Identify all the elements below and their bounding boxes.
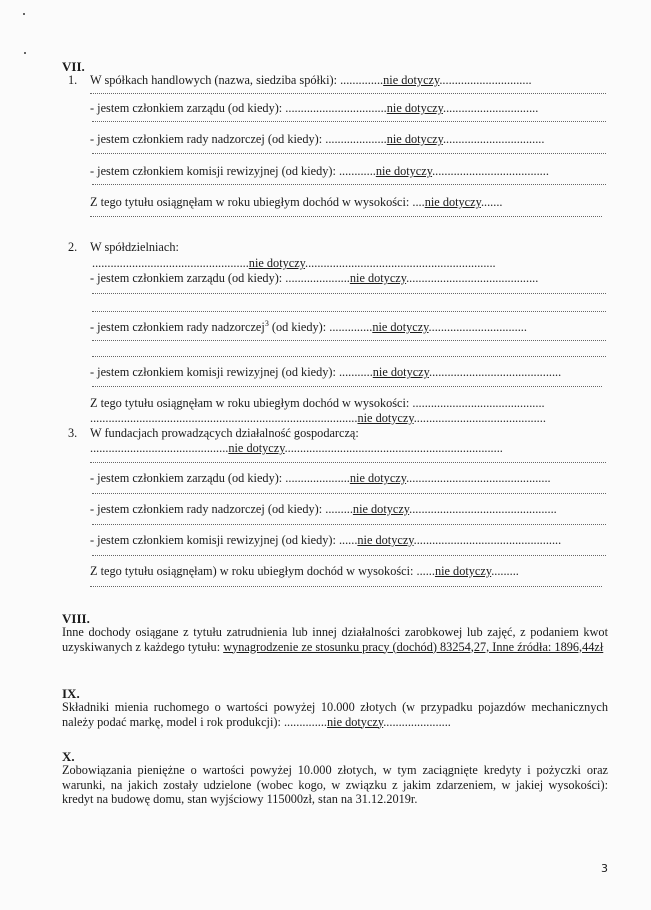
item-1-value[interactable]: nie dotyczy — [383, 73, 440, 87]
supervisory-label: - jestem członkiem rady nadzorczej — [90, 320, 265, 334]
supervisory-value[interactable]: nie dotyczy — [372, 320, 429, 334]
section-x-heading: X. — [62, 749, 75, 764]
income-trail: ......... — [491, 564, 519, 578]
section-ix-trail: ...................... — [383, 714, 451, 729]
item-2-lead: ................................................... — [92, 256, 249, 270]
scan-speck — [24, 52, 26, 54]
dotted-line — [92, 524, 606, 525]
section-ix-heading: IX. — [62, 686, 80, 701]
supervisory-label-cont: (od kiedy): .............. — [268, 320, 373, 334]
audit-trail: ................................................ — [413, 533, 562, 547]
page-number: 3 — [601, 862, 608, 875]
board-trail: ............................... — [443, 101, 539, 115]
board-value[interactable]: nie dotyczy — [349, 471, 407, 485]
section-vii-heading: VII. — [62, 59, 85, 74]
audit-label: - jestem członkiem komisji rewizyjnej (od kiedy): ...... — [90, 533, 358, 547]
dotted-line — [90, 216, 602, 217]
board-value[interactable]: nie dotyczy — [349, 271, 407, 285]
income-value[interactable]: nie dotyczy — [357, 411, 414, 425]
item-1-board-row — [90, 101, 538, 115]
item-3-value-row — [90, 441, 503, 455]
audit-value[interactable]: nie dotyczy — [372, 365, 429, 379]
supervisory-trail: ................................ — [428, 320, 527, 334]
section-ix-label: Składniki mienia ruchomego o wartości powyżej 10.000 złotych (w przypadku pojazdów mechanicznych należy podać markę, model i rok produkcji): .............. — [62, 700, 608, 729]
dotted-line — [92, 340, 606, 341]
income-label: Z tego tytułu osiągnęłam w roku ubiegłym dochód w wysokości: ........................................... — [90, 396, 545, 410]
item-1-trail: .............................. — [439, 73, 532, 87]
item-2-supervisory-row — [90, 320, 527, 334]
dotted-line — [90, 462, 606, 463]
audit-label: - jestem członkiem komisji rewizyjnej (od kiedy): ........... — [90, 365, 373, 379]
dotted-line — [90, 93, 606, 94]
section-viii-text — [62, 625, 608, 654]
item-3-lead: ............................................. — [90, 441, 229, 455]
audit-value[interactable]: nie dotyczy — [357, 533, 414, 547]
item-2-income-value-row — [90, 411, 546, 425]
supervisory-label: - jestem członkiem rady nadzorczej (od kiedy): ......... — [90, 502, 353, 516]
supervisory-trail: ................................................ — [409, 502, 557, 516]
item-1-number: 1. — [68, 73, 78, 87]
item-2-trail: .............................................................. — [305, 256, 496, 270]
dotted-line — [90, 586, 602, 587]
section-viii-value[interactable]: wynagrodzenie ze stosunku pracy (dochód) 83254,27, Inne źródła: 1896,44zł — [223, 639, 604, 654]
item-3-supervisory-row — [90, 502, 557, 516]
item-1-audit-row — [90, 164, 549, 178]
dotted-line — [92, 356, 606, 357]
section-viii-label: Inne dochody osiągane z tytułu zatrudnienia lub innej działalności zarobkowej lub zajęć, z podaniem kwot uzyskiwanych z każdego tytułu: — [62, 625, 608, 654]
dotted-line — [92, 121, 606, 122]
audit-trail: ........................................... — [429, 365, 562, 379]
section-viii-heading: VIII. — [62, 611, 90, 626]
item-2-value[interactable]: nie dotyczy — [248, 256, 306, 270]
scan-speck — [23, 13, 25, 15]
income-label: Z tego tytułu osiągnęłam) w roku ubiegłym dochód w wysokości: ...... — [90, 564, 435, 578]
board-trail: ............................................... — [406, 471, 551, 485]
section-ix-value[interactable]: nie dotyczy — [327, 714, 384, 729]
supervisory-trail: ................................. — [442, 132, 545, 146]
item-3-audit-row — [90, 533, 561, 547]
supervisory-value[interactable]: nie dotyczy — [386, 132, 443, 146]
board-label: - jestem członkiem zarządu (od kiedy): ..................... — [90, 471, 350, 485]
item-1-row — [90, 73, 532, 87]
item-2-label: W spółdzielniach: — [90, 240, 179, 254]
audit-trail: ...................................... — [432, 164, 549, 178]
item-1-income-row — [90, 195, 502, 209]
dotted-line — [92, 555, 606, 556]
dotted-line — [92, 311, 606, 312]
board-value[interactable]: nie dotyczy — [386, 101, 443, 115]
income-value[interactable]: nie dotyczy — [424, 195, 481, 209]
supervisory-label: - jestem członkiem rady nadzorczej (od kiedy): .................... — [90, 132, 387, 146]
item-2-board-row — [90, 271, 538, 285]
income-lead: ....................................................................................... — [90, 411, 358, 425]
dotted-line — [92, 184, 606, 185]
dotted-line — [92, 153, 606, 154]
item-2-audit-row — [90, 365, 561, 379]
dotted-line — [92, 386, 602, 387]
board-label: - jestem członkiem zarządu (od kiedy): ................................. — [90, 101, 387, 115]
section-ix-text — [62, 700, 608, 729]
item-3-trail: ....................................................................... — [284, 441, 503, 455]
supervisory-value[interactable]: nie dotyczy — [352, 502, 410, 516]
audit-value[interactable]: nie dotyczy — [375, 164, 433, 178]
item-3-board-row — [90, 471, 551, 485]
item-2-number: 2. — [68, 240, 78, 254]
section-x-text: Zobowiązania pieniężne o wartości powyżej 10.000 złotych, w tym zaciągnięte kredyty i pożyczki oraz warunki, na jakich zostały udzielone (wobec kogo, w związku z jakim zdarzeniem, w jakiej wysokości): kredyt na budowę domu, stan wyjściowy 115000zł, stan na 31.12.2019r. — [62, 763, 608, 807]
item-3-income-row — [90, 564, 519, 578]
dotted-line — [92, 493, 606, 494]
footnote-ref[interactable]: 3 — [264, 318, 269, 328]
income-trail: ....... — [480, 195, 503, 209]
item-3-label: W fundacjach prowadzących działalność gospodarczą: — [90, 426, 359, 440]
item-1-label: W spółkach handlowych (nazwa, siedziba spółki): .............. — [90, 73, 384, 87]
item-3-value[interactable]: nie dotyczy — [228, 441, 285, 455]
item-3-number: 3. — [68, 426, 78, 440]
item-2-value-row — [92, 256, 496, 270]
audit-label: - jestem członkiem komisji rewizyjnej (od kiedy): ............ — [90, 164, 376, 178]
board-label: - jestem członkiem zarządu (od kiedy): ..................... — [90, 271, 350, 285]
income-trail: ........................................... — [413, 411, 546, 425]
item-2-income-row — [90, 396, 545, 410]
item-1-supervisory-row — [90, 132, 544, 146]
dotted-line — [92, 293, 606, 294]
income-value[interactable]: nie dotyczy — [434, 564, 492, 578]
income-label: Z tego tytułu osiągnęłam w roku ubiegłym dochód w wysokości: .... — [90, 195, 425, 209]
board-trail: ........................................... — [406, 271, 539, 285]
